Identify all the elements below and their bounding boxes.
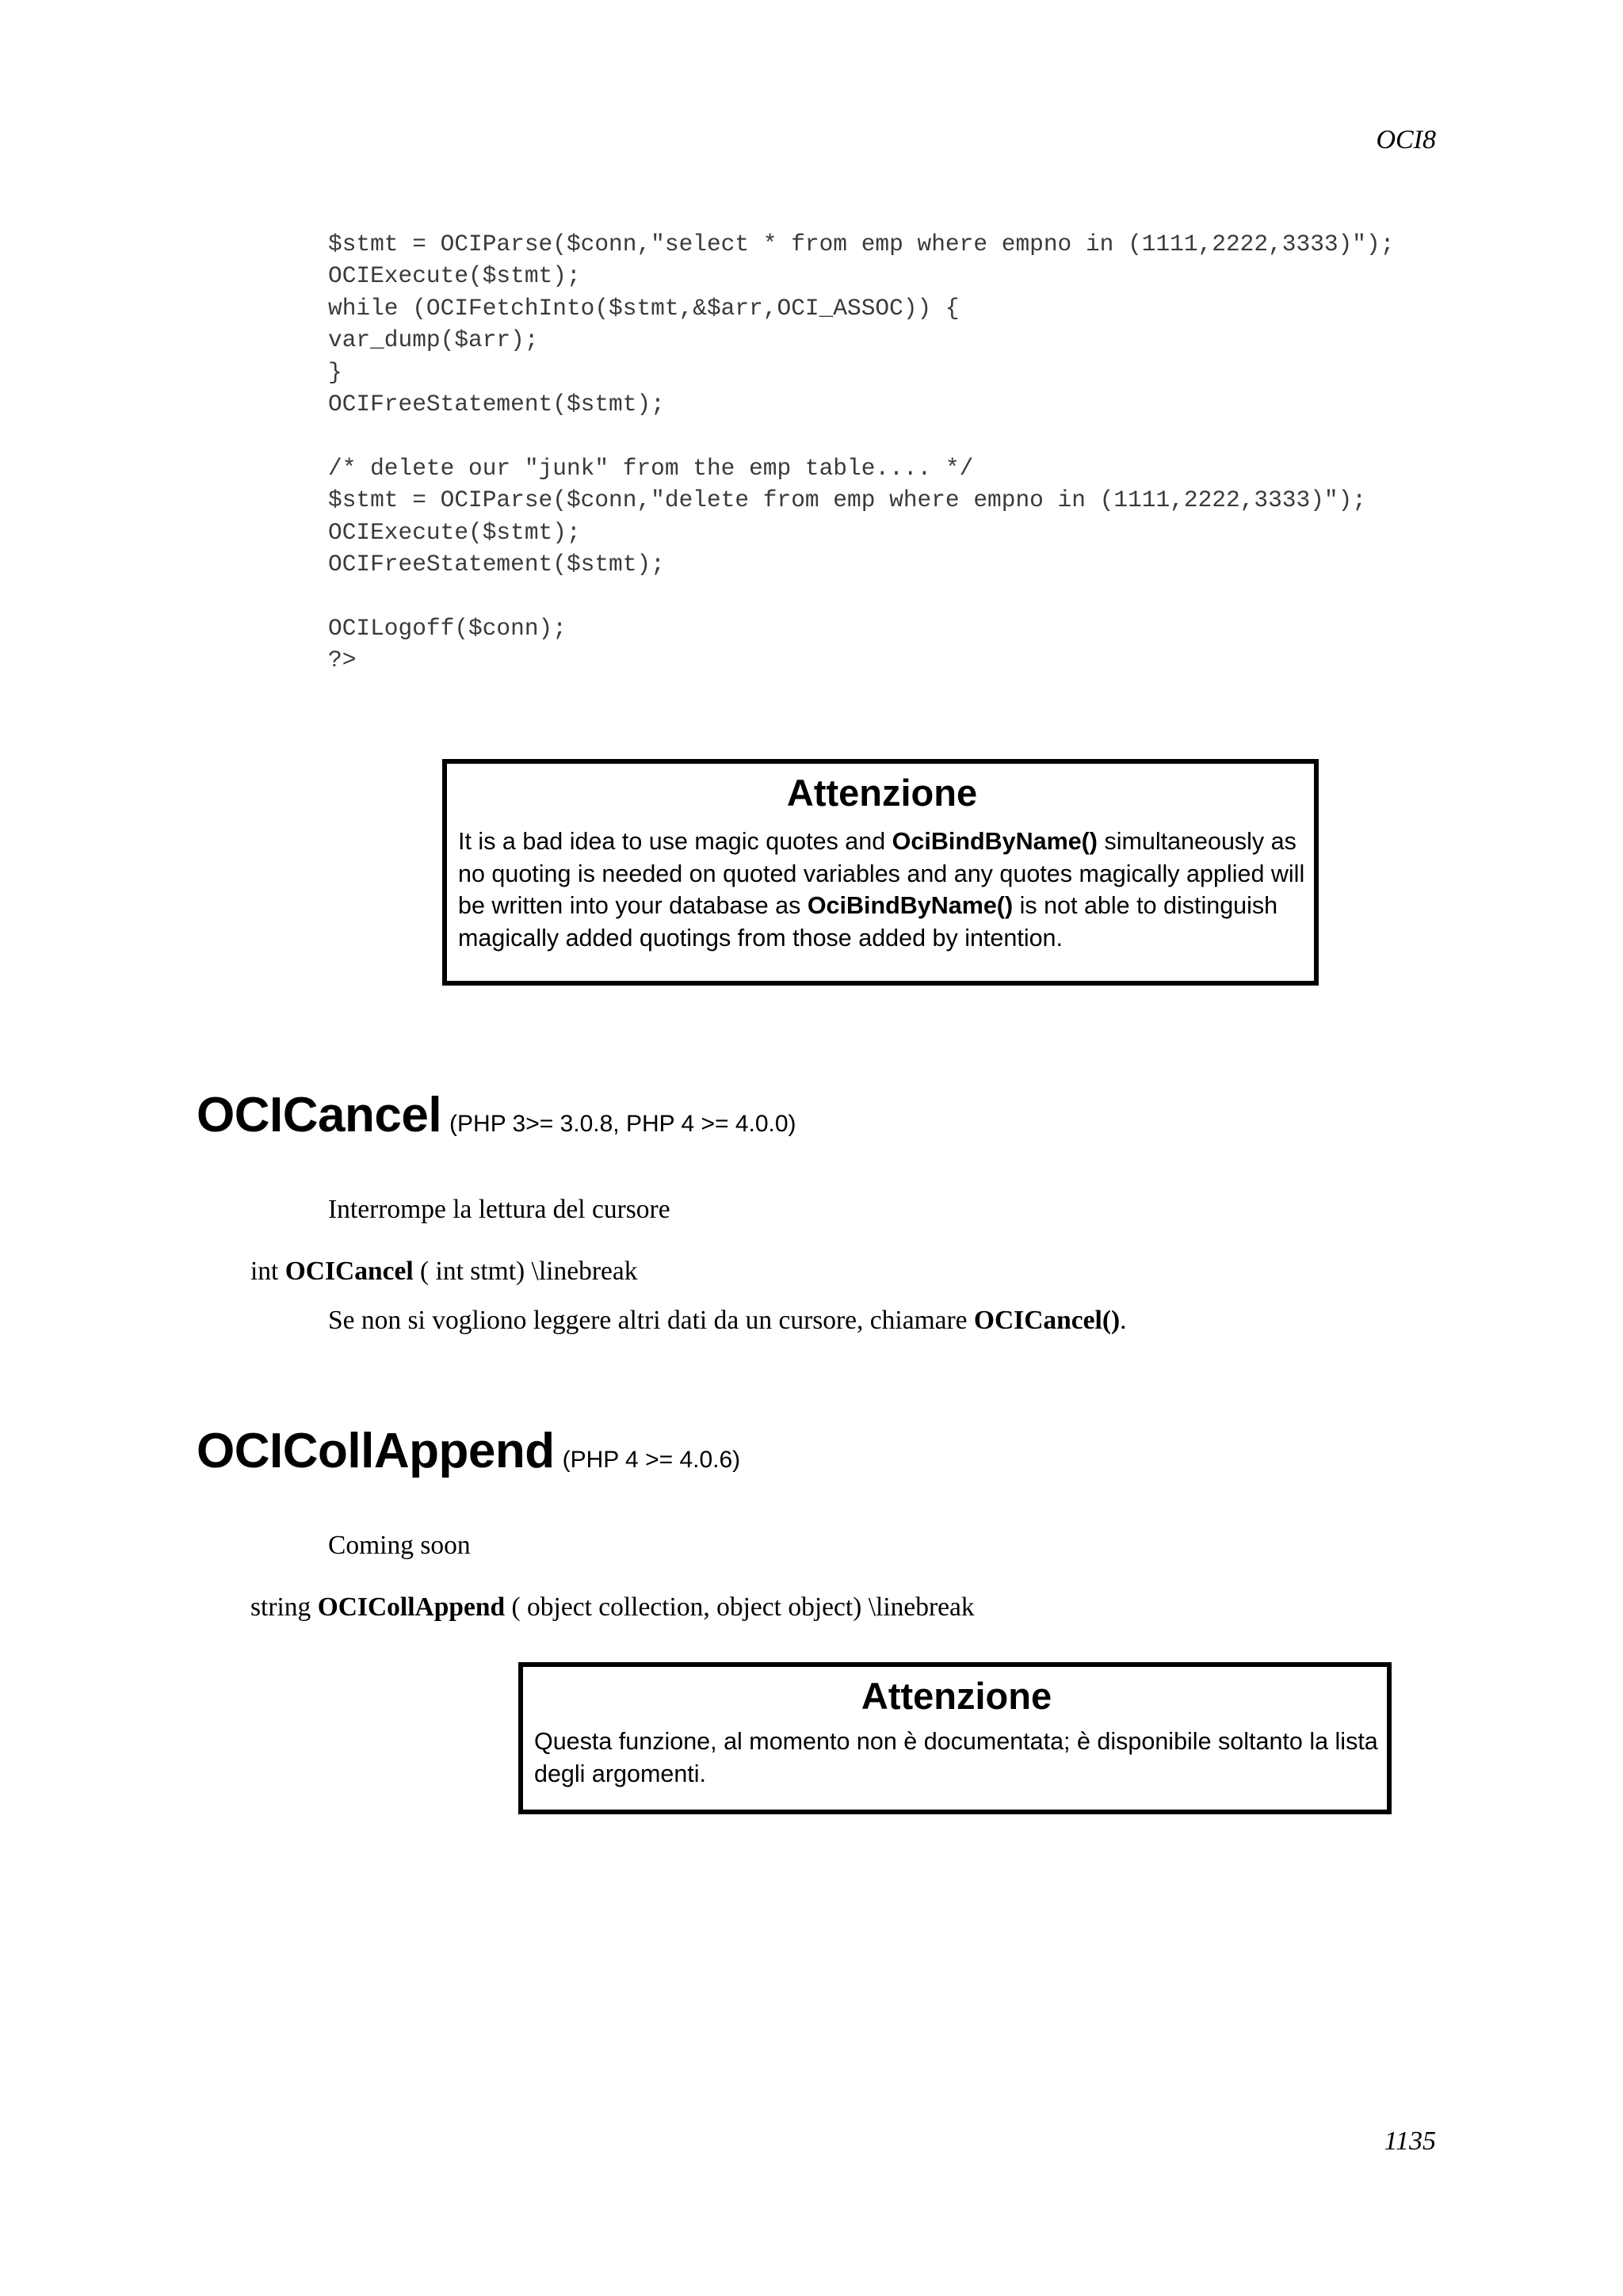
- function-name: OCICancel: [197, 1088, 442, 1142]
- function-signature: int OCICancel ( int stmt) \linebreak: [250, 1257, 638, 1286]
- function-ref: OCICancel(): [973, 1306, 1121, 1335]
- warning-title: Attenzione: [786, 772, 978, 814]
- function-signature: string OCICollAppend ( object collection, object object) \linebreak: [250, 1592, 975, 1622]
- code-line: OCIExecute($stmt);: [328, 262, 581, 290]
- function-description: Se non si vogliono leggere altri dati da un cursore, chiamare OCICancel().: [328, 1306, 1127, 1335]
- warning-title: Attenzione: [861, 1675, 1052, 1717]
- function-heading-ocicollappend: [197, 1423, 740, 1479]
- running-header: OCI8: [1376, 125, 1436, 154]
- code-line: [328, 580, 1394, 612]
- code-line: $stmt = OCIParse($conn,"delete from emp where empno in (1111,2222,3333)");: [328, 486, 1367, 514]
- code-line: var_dump($arr);: [328, 326, 539, 354]
- warning-text: Questa funzione, al momento non è documentata; è disponibile soltanto la lista degli argomenti.: [534, 1728, 1378, 1787]
- code-line: [328, 420, 1394, 452]
- warning-box-magic-quotes: [442, 759, 1319, 986]
- function-ref: OciBindByName(): [807, 892, 1014, 919]
- function-heading-ocicancel: [197, 1087, 796, 1143]
- warning-box-undocumented: [518, 1662, 1392, 1814]
- code-example: [328, 228, 1394, 676]
- function-ref: OciBindByName(): [892, 828, 1098, 855]
- function-name: OCICollAppend: [197, 1424, 555, 1478]
- function-version: (PHP 3>= 3.0.8, PHP 4 >= 4.0.0): [449, 1111, 796, 1137]
- function-version: (PHP 4 >= 4.0.6): [562, 1447, 741, 1473]
- page-number: 1135: [1384, 2126, 1436, 2156]
- code-line: while (OCIFetchInto($stmt,&$arr,OCI_ASSOC)) {: [328, 294, 960, 322]
- code-line: /* delete our "junk" from the emp table.... */: [328, 454, 974, 482]
- code-line: $stmt = OCIParse($conn,"select * from emp where empno in (1111,2222,3333)");: [328, 231, 1395, 257]
- code-line: OCILogoff($conn);: [328, 614, 567, 642]
- code-line: ?>: [328, 646, 357, 674]
- function-purpose: Coming soon: [328, 1531, 471, 1560]
- code-line: OCIFreeStatement($stmt);: [328, 550, 665, 578]
- code-line: OCIFreeStatement($stmt);: [328, 390, 665, 418]
- code-line: }: [328, 358, 342, 386]
- warning-text: It is a bad idea to use magic quotes and OciBindByName() simultaneously as no quoting is needed on quoted variables and any quotes magically applied will be written into your database as OciBindByName() is not able to distinguish magically added quotings from those added by intention.: [458, 828, 1305, 952]
- function-purpose: Interrompe la lettura del cursore: [328, 1195, 670, 1224]
- code-line: OCIExecute($stmt);: [328, 518, 581, 546]
